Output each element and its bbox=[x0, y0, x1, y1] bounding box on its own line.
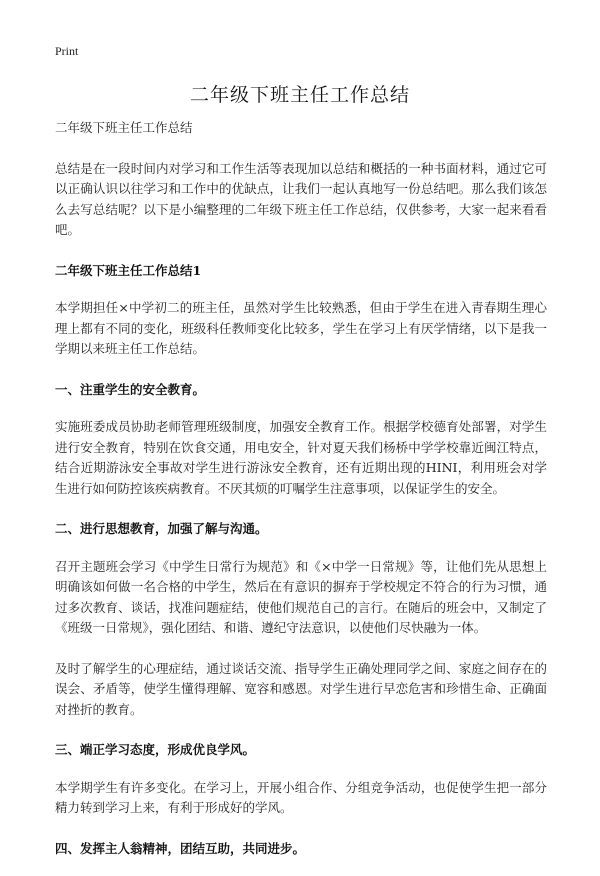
section-intro-paragraph: 本学期担任×中学初二的班主任，虽然对学生比较熟悉，但由于学生在进入青春期生理心理上都有不同的变化，班级科任教师变化比较多，学生在学习上有厌学情绪，以下是我一学期以来班主任工作总结。 bbox=[55, 300, 547, 356]
section-title: 二年级下班主任工作总结1 bbox=[55, 262, 202, 278]
document-body bbox=[55, 118, 547, 876]
heading-safety-education: 一、注重学生的安全教育。 bbox=[55, 381, 206, 397]
heading-ideological-education: 二、进行思想教育，加强了解与沟通。 bbox=[55, 521, 268, 536]
paragraph-psychology: 及时了解学生的心理症结，通过谈话交流、指导学生正确处理同学之间、家庭之间存在的误会、矛盾等，使学生懂得理解、宽容和感恩。对学生进行早恋危害和珍惜生命、正确面对挫折的教育。 bbox=[55, 660, 547, 717]
paragraph-safety-education: 实施班委成员协助老师管理班级制度，加强安全教育工作。根据学校德育处部署，对学生进行安全教育，特别在饮食交通，用电安全，针对夏天我们杨桥中学学校靠近闽江特点，结合近期游泳安全事故对学生进行游泳安全教育，还有近期出现的HINI，利用班会对学生进行如何防控该疾病教育。不厌其烦的叮嘱学生注意事项，以保证学生的安全。 bbox=[55, 419, 547, 496]
intro-paragraph: 总结是在一段时间内对学习和工作生活等表现加以总结和概括的一种书面材料，通过它可以正确认识以往学习和工作中的优缺点，让我们一起认真地写一份总结吧。那么我们该怎么去写总结呢？以下是小编整理的二年级下班主任工作总结，仅供参考，大家一起来看看吧。 bbox=[55, 160, 547, 237]
document-subtitle: 二年级下班主任工作总结 bbox=[55, 120, 193, 135]
document-title: 二年级下班主任工作总结 bbox=[189, 84, 410, 106]
print-label: Print bbox=[55, 44, 79, 58]
heading-ownership-spirit: 四、发挥主人翁精神，团结互助，共同进步。 bbox=[55, 840, 306, 856]
heading-study-attitude: 三、端正学习态度，形成优良学风。 bbox=[55, 742, 256, 757]
paragraph-ideological-education: 召开主题班会学习《中学生日常行为规范》和《×中学一日常规》等，让他们先从思想上明确该如何做一名合格的中学生，然后在有意识的摒弃于学校规定不符合的行为习惯，通过多次教育、谈话，找准问题症结，使他们规范自己的言行。在随后的班会中，又制定了《班级一日常规》，强化团结、和谐、遵纪守法意识，以使他们尽快融为一体。 bbox=[55, 558, 547, 635]
paragraph-study-attitude: 本学期学生有许多变化。在学习上，开展小组合作、分组竞争活动，也促使学生把一部分精力转到学习上来，有利于形成好的学风。 bbox=[55, 779, 547, 815]
